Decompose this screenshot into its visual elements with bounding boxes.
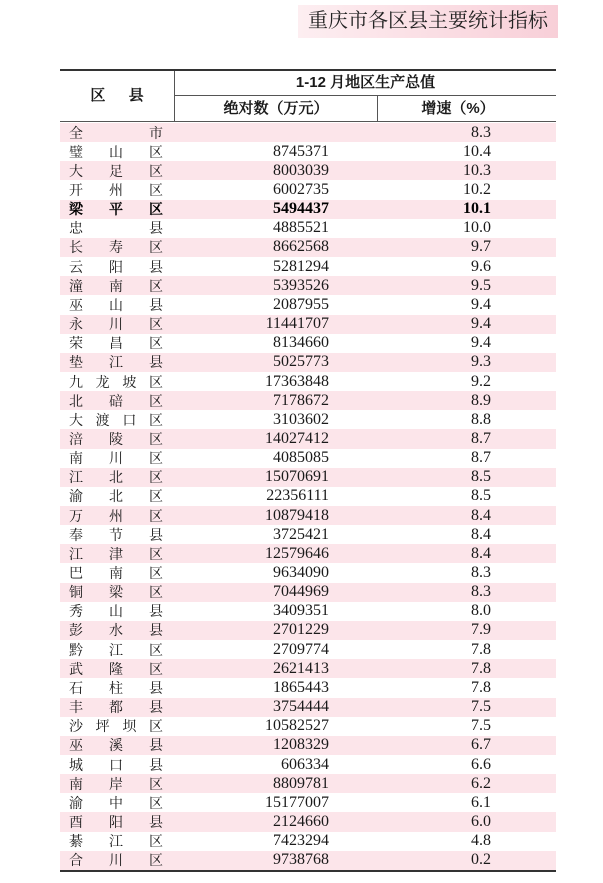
gdp-absolute-value: 12579646 (265, 544, 329, 562)
gdp-growth-value: 8.9 (471, 391, 491, 409)
table-row (60, 640, 556, 659)
district-name (69, 487, 163, 506)
district-name-char: 渝 (69, 490, 83, 506)
district-name-char: 区 (149, 662, 163, 678)
gdp-absolute-value: 5494437 (273, 200, 329, 218)
district-name-char: 区 (149, 394, 163, 410)
district-name-char: 武 (69, 662, 83, 678)
district-name-char: 坪 (95, 720, 110, 736)
gdp-growth-value: 8.8 (471, 410, 491, 428)
table-row (60, 410, 556, 429)
gdp-absolute-value: 8134660 (273, 334, 329, 352)
page-title: 重庆市各区县主要统计指标 (308, 10, 548, 32)
district-name-char: 县 (149, 681, 163, 697)
table-row (60, 200, 556, 219)
gdp-absolute-value: 5393526 (273, 276, 329, 294)
gdp-absolute-value: 15070691 (265, 468, 329, 486)
district-name-char: 城 (69, 758, 83, 774)
table-row (60, 142, 556, 161)
district-name-char: 山 (109, 145, 123, 161)
district-name-char: 璧 (69, 145, 83, 161)
district-name-char: 节 (109, 528, 123, 544)
district-name (69, 506, 163, 525)
gdp-growth-value: 9.4 (471, 315, 491, 333)
table-row (60, 563, 556, 582)
table-row (60, 295, 556, 314)
table-row (60, 583, 556, 602)
gdp-growth-value: 9.3 (471, 353, 491, 371)
district-name-char: 北 (69, 394, 83, 410)
district-name (69, 602, 163, 621)
district-name-char: 县 (149, 298, 163, 314)
table-row (60, 334, 556, 353)
district-name-char: 陵 (109, 432, 123, 448)
district-name-char: 区 (149, 854, 163, 870)
district-name-char: 万 (69, 509, 83, 525)
district-name-char: 区 (149, 203, 163, 219)
table-row (60, 793, 556, 812)
table-row (60, 123, 556, 142)
district-name-char: 梁 (69, 203, 83, 219)
gdp-growth-value: 9.5 (471, 276, 491, 294)
district-name-char: 北 (109, 490, 123, 506)
gdp-absolute-value: 17363848 (265, 372, 329, 390)
gdp-growth-value: 8.0 (471, 602, 491, 620)
gdp-growth-value: 10.1 (463, 200, 491, 218)
table-row (60, 774, 556, 793)
table-row (60, 851, 556, 870)
district-name-char: 县 (149, 815, 163, 831)
gdp-growth-value: 10.0 (463, 219, 491, 237)
district-name-char: 津 (109, 547, 123, 563)
district-name (69, 678, 163, 697)
district-name-char: 龙 (95, 375, 110, 391)
district-name-char: 綦 (69, 835, 83, 851)
district-name-char: 市 (149, 126, 163, 142)
table-row (60, 161, 556, 180)
gdp-absolute-value: 2701229 (273, 621, 329, 639)
district-name-char: 沙 (69, 720, 83, 736)
gdp-growth-value: 0.2 (471, 851, 491, 869)
district-name-char: 川 (109, 452, 123, 468)
table-row (60, 180, 556, 199)
district-name-char: 巴 (69, 567, 83, 583)
district-name-char: 区 (149, 318, 163, 334)
gdp-absolute-value: 11441707 (265, 315, 329, 333)
district-name-char: 县 (149, 739, 163, 755)
district-name-char: 渡 (95, 413, 110, 429)
table-row (60, 353, 556, 372)
gdp-growth-value: 8.3 (471, 583, 491, 601)
gdp-absolute-value: 10582527 (265, 717, 329, 735)
gdp-absolute-value: 4085085 (273, 449, 329, 467)
district-name (69, 238, 163, 257)
table-bottom-rule (60, 870, 556, 872)
district-name-char: 区 (149, 835, 163, 851)
table-row (60, 755, 556, 774)
gdp-growth-value: 7.5 (471, 698, 491, 716)
gdp-absolute-value: 1865443 (273, 678, 329, 696)
stats-table (60, 69, 556, 872)
table-row (60, 219, 556, 238)
gdp-absolute-value: 15177007 (265, 793, 329, 811)
district-name-char: 巫 (69, 739, 83, 755)
district-name-char: 区 (149, 547, 163, 563)
district-name-char: 巫 (69, 298, 83, 314)
table-row (60, 449, 556, 468)
gdp-absolute-value: 22356111 (266, 487, 329, 505)
district-name-char: 平 (109, 203, 123, 219)
district-name-char: 州 (109, 184, 123, 200)
gdp-growth-value: 4.8 (471, 832, 491, 850)
district-name-char: 坡 (122, 375, 137, 391)
gdp-growth-value: 6.0 (471, 812, 491, 830)
gdp-growth-value: 8.4 (471, 506, 491, 524)
table-row (60, 812, 556, 831)
district-name-char: 县 (149, 356, 163, 372)
district-name-char: 寿 (109, 241, 123, 257)
district-name-char: 潼 (69, 279, 83, 295)
district-name-char: 涪 (69, 432, 83, 448)
district-name-char: 彭 (69, 624, 83, 640)
district-name-char: 昌 (109, 337, 123, 353)
gdp-absolute-value: 2087955 (273, 295, 329, 313)
gdp-growth-value: 7.8 (471, 678, 491, 696)
table-body (60, 123, 556, 870)
district-name-char: 县 (149, 528, 163, 544)
district-name-char: 县 (149, 605, 163, 621)
district-name-char: 山 (109, 605, 123, 621)
district-name-char: 奉 (69, 528, 83, 544)
gdp-growth-value: 8.4 (471, 525, 491, 543)
gdp-absolute-value: 2621413 (273, 659, 329, 677)
gdp-absolute-value: 8745371 (273, 142, 329, 160)
district-name-char: 阳 (109, 260, 123, 276)
table-row (60, 698, 556, 717)
district-name-char: 全 (69, 126, 83, 142)
district-name (69, 142, 163, 161)
gdp-growth-value: 8.5 (471, 487, 491, 505)
district-name (69, 583, 163, 602)
district-name-char: 北 (109, 471, 123, 487)
district-name (69, 793, 163, 812)
gdp-absolute-value: 5281294 (273, 257, 329, 275)
column-header-absolute: 绝对数（万元） (175, 96, 378, 121)
district-name-char: 石 (69, 681, 83, 697)
district-name-char: 县 (149, 701, 163, 717)
title-band (298, 5, 558, 38)
district-name-char: 丰 (69, 701, 83, 717)
district-name-char: 区 (148, 375, 163, 391)
gdp-absolute-value: 3103602 (273, 410, 329, 428)
district-name-char: 县 (149, 260, 163, 276)
district-name (69, 295, 163, 314)
district-name-char: 隆 (109, 662, 123, 678)
table-row (60, 372, 556, 391)
district-name-char: 区 (149, 145, 163, 161)
table-row (60, 832, 556, 851)
district-name-char: 区 (149, 241, 163, 257)
district-name (69, 180, 163, 199)
gdp-growth-value: 7.8 (471, 659, 491, 677)
district-name-char: 区 (148, 720, 163, 736)
table-row (60, 525, 556, 544)
district-name-char: 区 (149, 643, 163, 659)
gdp-absolute-value: 7178672 (273, 391, 329, 409)
district-name-char: 口 (122, 413, 137, 429)
district-name-char: 川 (109, 318, 123, 334)
district-name-char: 江 (109, 356, 123, 372)
district-name-char: 酉 (69, 815, 83, 831)
district-name-char: 江 (69, 547, 83, 563)
district-name (69, 257, 163, 276)
table-row (60, 678, 556, 697)
district-name-char: 州 (109, 509, 123, 525)
district-name (69, 353, 163, 372)
table-row (60, 468, 556, 487)
table-row (60, 238, 556, 257)
table-row (60, 257, 556, 276)
district-name-char: 区 (149, 164, 163, 180)
district-name (69, 736, 163, 755)
district-name (69, 315, 163, 334)
district-name (69, 449, 163, 468)
district-name-char: 垫 (69, 356, 83, 372)
district-name-char: 区 (149, 777, 163, 793)
gdp-absolute-value: 7044969 (273, 583, 329, 601)
gdp-absolute-value: 8662568 (273, 238, 329, 256)
gdp-growth-value: 6.7 (471, 736, 491, 754)
district-name-char: 大 (69, 164, 83, 180)
gdp-growth-value: 9.2 (471, 372, 491, 390)
district-name (69, 334, 163, 353)
district-name (69, 200, 163, 219)
district-name (69, 525, 163, 544)
district-name-char: 大 (69, 413, 83, 429)
table-row (60, 487, 556, 506)
district-name-char: 区 (149, 586, 163, 602)
district-name-char: 川 (109, 854, 123, 870)
gdp-absolute-value: 8809781 (273, 774, 329, 792)
district-name-char: 开 (69, 184, 83, 200)
gdp-absolute-value: 3754444 (273, 698, 329, 716)
district-name (69, 372, 163, 391)
district-name-char: 区 (149, 279, 163, 295)
table-row (60, 621, 556, 640)
district-name-char: 云 (69, 260, 83, 276)
district-name-char: 区 (149, 184, 163, 200)
gdp-absolute-value: 3409351 (273, 602, 329, 620)
table-row (60, 276, 556, 295)
district-name-char: 江 (69, 471, 83, 487)
gdp-growth-value: 9.7 (471, 238, 491, 256)
gdp-absolute-value: 8003039 (273, 161, 329, 179)
district-name-char: 南 (109, 567, 123, 583)
gdp-absolute-value (175, 123, 329, 142)
district-name-char: 忠 (69, 222, 83, 238)
district-name-char: 县 (149, 758, 163, 774)
district-name-char: 水 (109, 624, 123, 640)
district-name (69, 640, 163, 659)
column-header-growth: 增速（%） (421, 100, 495, 117)
district-name-char: 九 (69, 375, 83, 391)
district-name-char: 口 (109, 758, 123, 774)
district-name (69, 161, 163, 180)
district-name (69, 391, 163, 410)
district-name-char: 长 (69, 241, 83, 257)
district-name-char: 区 (149, 490, 163, 506)
gdp-growth-value: 8.7 (471, 449, 491, 467)
gdp-absolute-value: 6002735 (273, 181, 329, 198)
district-name (69, 563, 163, 582)
district-name (69, 410, 163, 429)
gdp-absolute-value: 7423294 (273, 832, 329, 850)
header-bottom-rule (60, 121, 556, 122)
gdp-growth-value: 8.3 (471, 564, 491, 581)
gdp-absolute-value: 3725421 (273, 525, 329, 543)
gdp-growth-value: 7.9 (471, 621, 491, 639)
district-name-char: 都 (109, 701, 123, 717)
gdp-growth-value: 6.2 (471, 774, 491, 792)
district-name (69, 698, 163, 717)
gdp-absolute-value: 2124660 (273, 812, 329, 830)
district-name-char: 铜 (69, 586, 83, 602)
district-name (69, 544, 163, 563)
table-row (60, 429, 556, 448)
district-name-char: 南 (69, 452, 83, 468)
district-name-char: 区 (149, 509, 163, 525)
district-name-char: 荣 (69, 337, 83, 353)
table-row (60, 736, 556, 755)
district-name-char: 中 (109, 796, 123, 812)
table-row (60, 659, 556, 678)
gdp-absolute-value: 10879418 (265, 506, 329, 524)
district-name-char: 碚 (109, 394, 123, 410)
district-name-char: 区 (149, 432, 163, 448)
district-name-char: 柱 (109, 681, 123, 697)
gdp-absolute-value: 9738768 (273, 851, 329, 869)
gdp-growth-value: 10.3 (463, 161, 491, 179)
gdp-growth-value: 10.2 (463, 181, 491, 198)
gdp-absolute-value: 14027412 (265, 429, 329, 447)
district-name-char: 合 (69, 854, 83, 870)
district-name (69, 812, 163, 831)
column-group-header-gdp: 1-12 月地区生产总值 (175, 71, 556, 96)
table-row (60, 391, 556, 410)
district-name (69, 755, 163, 774)
district-name-char: 江 (109, 643, 123, 659)
district-name-char: 足 (109, 164, 123, 180)
gdp-absolute-value: 5025773 (273, 353, 329, 371)
district-name (69, 219, 163, 238)
district-name-char: 南 (69, 777, 83, 793)
district-name (69, 621, 163, 640)
gdp-growth-value: 9.4 (471, 334, 491, 352)
district-name (69, 717, 163, 736)
district-name-char: 区 (149, 337, 163, 353)
gdp-growth-value: 7.5 (471, 717, 491, 735)
district-name-char: 溪 (109, 739, 123, 755)
gdp-growth-value: 8.3 (471, 123, 491, 141)
district-name-char: 区 (149, 796, 163, 812)
district-name-char: 县 (149, 624, 163, 640)
gdp-absolute-value: 9634090 (273, 564, 329, 581)
district-name-char: 黔 (69, 643, 83, 659)
gdp-absolute-value: 4885521 (273, 219, 329, 237)
gdp-growth-value: 9.6 (471, 257, 491, 275)
district-name (69, 774, 163, 793)
district-name-char: 区 (148, 413, 163, 429)
district-name-char: 坝 (122, 720, 137, 736)
district-name (69, 851, 163, 870)
district-name (69, 468, 163, 487)
district-name-char: 永 (69, 318, 83, 334)
district-name-char: 区 (149, 452, 163, 468)
district-name-char: 渝 (69, 796, 83, 812)
gdp-growth-value: 10.4 (463, 142, 491, 160)
district-name (69, 276, 163, 295)
table-row (60, 315, 556, 334)
table-row (60, 602, 556, 621)
district-name-char: 区 (149, 471, 163, 487)
district-name-char: 秀 (69, 605, 83, 621)
table-row (60, 506, 556, 525)
district-name-char: 江 (109, 835, 123, 851)
district-name-char: 区 (149, 567, 163, 583)
column-header-district: 区 县 (60, 71, 175, 121)
gdp-growth-value: 8.5 (471, 468, 491, 486)
district-name (69, 429, 163, 448)
district-name-char: 县 (149, 222, 163, 238)
gdp-growth-value: 8.4 (471, 544, 491, 562)
gdp-absolute-value: 606334 (281, 755, 329, 773)
district-name-char: 山 (109, 298, 123, 314)
gdp-growth-value: 6.1 (471, 793, 491, 811)
district-name-char: 南 (109, 279, 123, 295)
gdp-absolute-value: 1208329 (273, 736, 329, 754)
table-row (60, 544, 556, 563)
district-name-char: 阳 (109, 815, 123, 831)
district-name-char: 岸 (109, 777, 123, 793)
gdp-absolute-value: 2709774 (273, 640, 329, 658)
table-row (60, 717, 556, 736)
gdp-growth-value: 6.6 (471, 755, 491, 773)
gdp-growth-value: 9.4 (471, 295, 491, 313)
district-name (69, 659, 163, 678)
gdp-growth-value: 8.7 (471, 429, 491, 447)
district-name (69, 123, 163, 142)
district-name-char: 梁 (109, 586, 123, 602)
gdp-growth-value: 7.8 (471, 640, 491, 658)
district-name (69, 832, 163, 851)
